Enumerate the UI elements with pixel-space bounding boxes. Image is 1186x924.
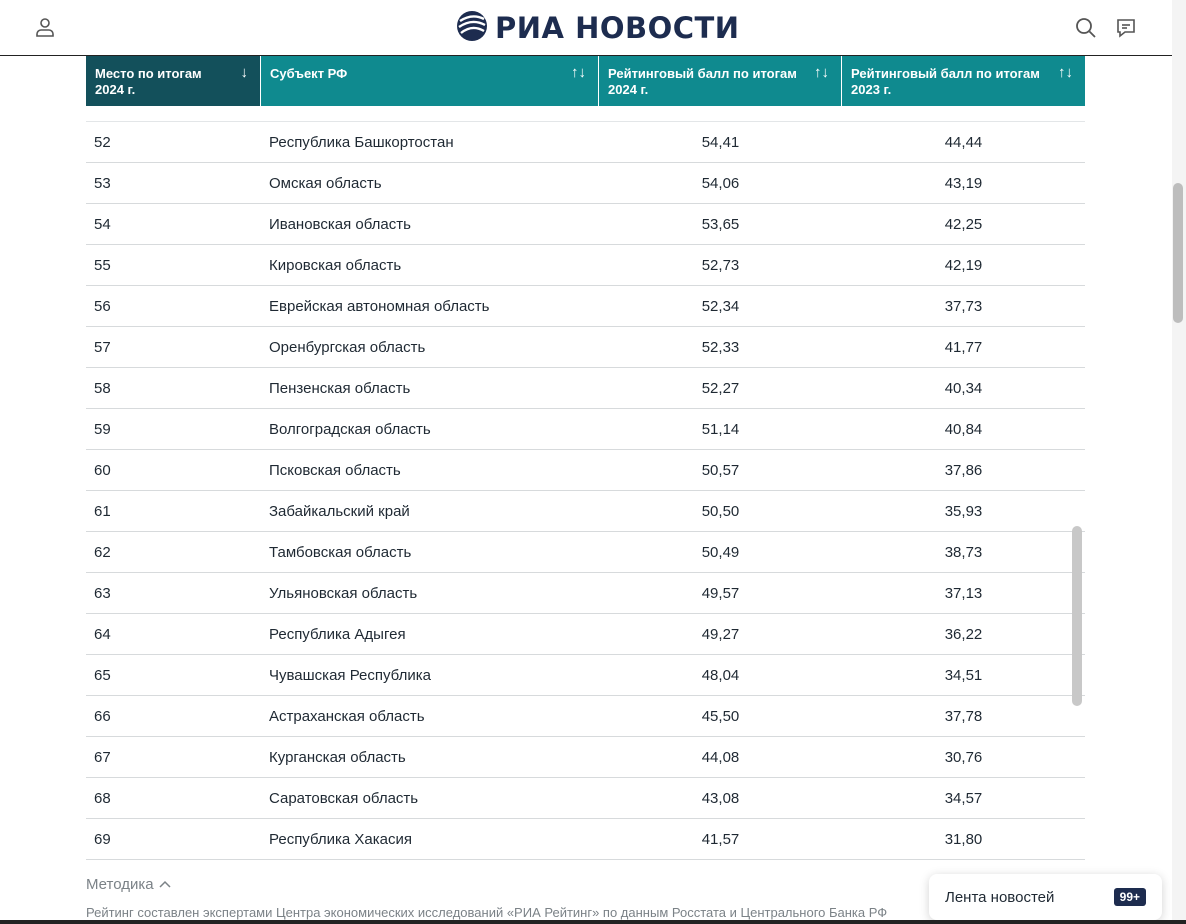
cell-region: Волгоградская область — [269, 420, 431, 438]
table-row — [86, 163, 1085, 204]
user-profile-icon[interactable] — [33, 15, 57, 39]
cell-score-2023: 41,77 — [944, 338, 983, 356]
table-row — [86, 819, 1085, 860]
cell-score-2024: 54,06 — [701, 174, 740, 192]
cell-score-2024: 49,57 — [701, 584, 740, 602]
cell-region: Омская область — [269, 174, 382, 192]
cell-score-2024: 50,50 — [701, 502, 740, 520]
column-header-label: Рейтинговый балл по итогам 2024 г. — [608, 66, 797, 97]
cell-place: 65 — [94, 666, 111, 684]
cell-region: Астраханская область — [269, 707, 425, 725]
cell-score-2024: 52,34 — [701, 297, 740, 315]
methodology-label: Методика — [86, 876, 154, 893]
methodology-note: Рейтинг составлен экспертами Центра экономических исследований «РИА Рейтинг» по данным Росстата и Центрального Банка РФ — [86, 905, 888, 920]
news-feed-widget[interactable] — [929, 874, 1162, 920]
table-row — [86, 655, 1085, 696]
cell-place: 54 — [94, 215, 111, 233]
table-scrollbar-thumb[interactable] — [1072, 526, 1082, 706]
cell-place: 61 — [94, 502, 111, 520]
cell-score-2023: 42,19 — [944, 256, 983, 274]
cell-place: 55 — [94, 256, 111, 274]
chat-icon[interactable] — [1114, 16, 1138, 40]
cell-score-2023: 35,93 — [944, 502, 983, 520]
cell-region: Тамбовская область — [269, 543, 412, 561]
cell-region: Забайкальский край — [269, 502, 410, 520]
cell-place: 66 — [94, 707, 111, 725]
column-header-score-2024[interactable] — [599, 56, 842, 106]
table-row — [86, 696, 1085, 737]
table-row — [86, 204, 1085, 245]
cell-score-2024: 51,14 — [701, 420, 740, 438]
cell-score-2023: 37,73 — [944, 297, 983, 315]
table-row — [86, 368, 1085, 409]
cell-region: Пензенская область — [269, 379, 411, 397]
cell-region: Ивановская область — [269, 215, 411, 233]
cell-score-2024: 50,49 — [701, 543, 740, 561]
cell-score-2023: 37,86 — [944, 461, 983, 479]
logo-text: РИА НОВОСТИ — [495, 11, 740, 45]
cell-place: 52 — [94, 133, 111, 151]
cell-region: Кировская область — [269, 256, 402, 274]
column-header-label: Субъект РФ — [270, 66, 348, 81]
news-feed-label: Лента новостей — [945, 888, 1055, 906]
table-row — [86, 778, 1085, 819]
table-row — [86, 286, 1085, 327]
sort-toggle-icon[interactable]: ↑↓ — [571, 64, 586, 81]
cell-score-2023: 38,73 — [944, 543, 983, 561]
sort-toggle-icon[interactable]: ↑↓ — [814, 64, 829, 81]
table-row — [86, 245, 1085, 286]
column-header-label: Место по итогам 2024 г. — [95, 66, 202, 97]
cell-region: Чувашская Республика — [269, 666, 431, 684]
cell-score-2023: 42,25 — [944, 215, 983, 233]
table-row — [86, 737, 1085, 778]
table-row — [86, 450, 1085, 491]
cell-score-2023: 34,57 — [944, 789, 983, 807]
cell-place: 56 — [94, 297, 111, 315]
page-scrollbar-thumb[interactable] — [1173, 183, 1183, 323]
column-header-region[interactable] — [261, 56, 599, 106]
cell-score-2023: 30,76 — [944, 748, 983, 766]
cell-place: 64 — [94, 625, 111, 643]
cell-score-2023: 40,34 — [944, 379, 983, 397]
cell-region: Оренбургская область — [269, 338, 426, 356]
cell-region: Ульяновская область — [269, 584, 418, 602]
cell-score-2023: 37,13 — [944, 584, 983, 602]
methodology-toggle[interactable] — [86, 876, 172, 893]
news-count-badge: 99+ — [1114, 888, 1146, 906]
cell-place: 60 — [94, 461, 111, 479]
cell-score-2024: 44,08 — [701, 748, 740, 766]
table-body — [86, 121, 1085, 860]
cell-place: 63 — [94, 584, 111, 602]
sort-desc-icon[interactable]: ↓ — [240, 64, 248, 81]
cell-score-2023: 37,78 — [944, 707, 983, 725]
ria-logo[interactable] — [455, 8, 740, 48]
cell-score-2024: 50,57 — [701, 461, 740, 479]
cell-score-2024: 53,65 — [701, 215, 740, 233]
cell-score-2023: 34,51 — [944, 666, 983, 684]
cell-score-2023: 40,84 — [944, 420, 983, 438]
table-row — [86, 614, 1085, 655]
cell-score-2024: 45,50 — [701, 707, 740, 725]
table-row — [86, 491, 1085, 532]
table-row — [86, 327, 1085, 368]
cell-score-2024: 41,57 — [701, 830, 740, 848]
bottom-divider — [0, 920, 1186, 924]
cell-region: Курганская область — [269, 748, 406, 766]
cell-region: Саратовская область — [269, 789, 419, 807]
cell-place: 68 — [94, 789, 111, 807]
cell-region: Республика Башкортостан — [269, 133, 454, 151]
cell-place: 69 — [94, 830, 111, 848]
cell-score-2024: 54,41 — [701, 133, 740, 151]
table-header — [86, 56, 1085, 106]
cell-score-2023: 36,22 — [944, 625, 983, 643]
sort-toggle-icon[interactable]: ↑↓ — [1058, 64, 1073, 81]
cell-region: Республика Хакасия — [269, 830, 413, 848]
table-row — [86, 532, 1085, 573]
cell-region: Еврейская автономная область — [269, 297, 490, 315]
cell-score-2024: 52,73 — [701, 256, 740, 274]
cell-score-2024: 52,27 — [701, 379, 740, 397]
cell-score-2023: 43,19 — [944, 174, 983, 192]
table-row — [86, 409, 1085, 450]
cell-region: Республика Адыгея — [269, 625, 406, 643]
cell-region: Псковская область — [269, 461, 401, 479]
cell-place: 59 — [94, 420, 111, 438]
column-header-score-2023[interactable] — [842, 56, 1085, 106]
ria-globe-icon — [455, 9, 489, 48]
cell-score-2023: 31,80 — [944, 830, 983, 848]
cell-score-2024: 48,04 — [701, 666, 740, 684]
column-header-label: Рейтинговый балл по итогам 2023 г. — [851, 66, 1040, 97]
cell-score-2023: 44,44 — [944, 133, 983, 151]
chevron-up-icon — [158, 876, 172, 893]
cell-place: 58 — [94, 379, 111, 397]
page-scrollbar-track[interactable] — [1172, 0, 1186, 924]
table-row — [86, 122, 1085, 163]
cell-score-2024: 52,33 — [701, 338, 740, 356]
cell-score-2024: 49,27 — [701, 625, 740, 643]
cell-score-2024: 43,08 — [701, 789, 740, 807]
rating-table — [86, 56, 1085, 860]
search-icon[interactable] — [1074, 16, 1098, 40]
cell-place: 57 — [94, 338, 111, 356]
cell-place: 67 — [94, 748, 111, 766]
cell-place: 62 — [94, 543, 111, 561]
column-header-place[interactable] — [86, 56, 261, 106]
table-row — [86, 573, 1085, 614]
cell-place: 53 — [94, 174, 111, 192]
site-header — [0, 0, 1172, 56]
